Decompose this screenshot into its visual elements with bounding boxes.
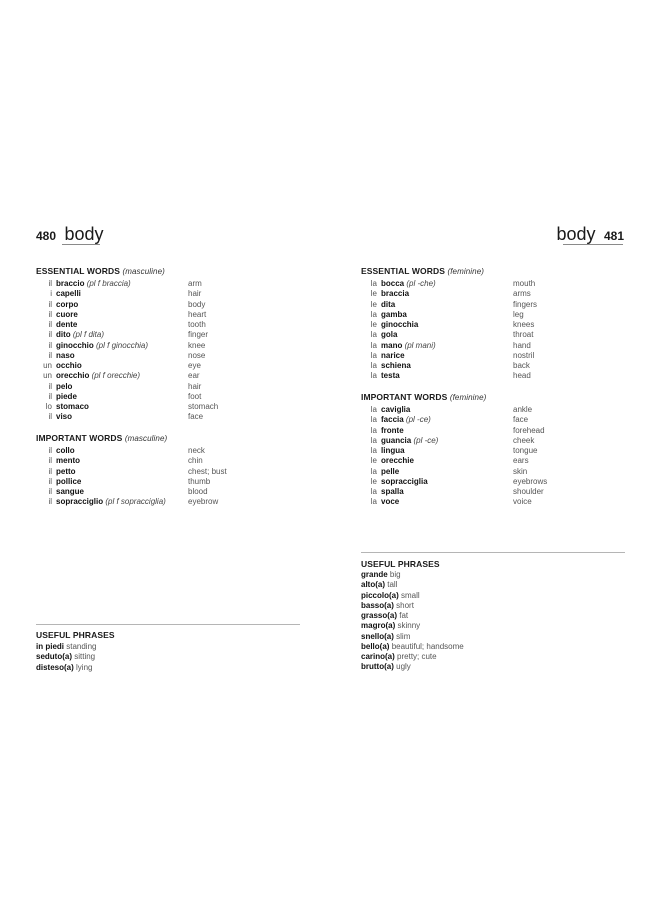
english-translation: fingers [513, 299, 538, 309]
phrase-italian: brutto(a) [361, 662, 394, 672]
italian-word: voce [381, 497, 400, 507]
english-translation: eye [188, 361, 201, 370]
phrase-italian: grande [361, 570, 388, 579]
phrase-english: short [396, 600, 414, 610]
phrase-row [361, 580, 464, 590]
phrase-row [361, 652, 464, 662]
phrase-english: pretty; cute [397, 652, 437, 661]
phrase-italian: grasso(a) [361, 611, 398, 620]
phrase-english: ugly [396, 662, 411, 672]
article: la [370, 350, 377, 360]
plural-note: (pl f orecchie) [89, 371, 141, 381]
page-title: body [64, 224, 104, 244]
plural-note: (pl f dita) [70, 330, 105, 340]
essential-words-heading: ESSENTIAL WORDS (feminine) [361, 266, 485, 276]
article: la [370, 405, 377, 414]
article: le [370, 456, 377, 466]
phrase-english: beautiful; handsome [391, 641, 464, 651]
italian-word: dito (pl f dita) [56, 330, 105, 340]
english-translation: head [513, 371, 531, 381]
english-translation: hair [188, 289, 202, 299]
phrase-english: slim [396, 631, 411, 641]
phrase-row [361, 642, 464, 652]
page-header [36, 224, 104, 245]
italian-word: caviglia [381, 405, 411, 414]
english-translation: throat [513, 330, 534, 340]
italian-word: braccio (pl f braccia) [56, 279, 131, 288]
phrase-italian: seduto(a) [36, 652, 72, 662]
english-translation: skin [513, 466, 528, 476]
italian-word: fronte [381, 425, 404, 435]
useful-phrases-list [36, 642, 96, 673]
italian-word: collo [56, 446, 75, 455]
article: il [48, 340, 52, 350]
phrase-italian: alto(a) [361, 580, 385, 590]
article: la [370, 466, 377, 476]
english-translation: chest; bust [188, 466, 227, 476]
article: il [48, 446, 52, 455]
phrase-italian: disteso(a) [36, 662, 74, 672]
article: la [370, 340, 377, 350]
article: il [48, 487, 52, 496]
english-translation: blood [188, 487, 208, 496]
english-translation: foot [188, 391, 202, 401]
italian-word: corpo [56, 299, 79, 309]
article: un [43, 371, 52, 381]
plural-note: (pl -che) [404, 279, 436, 288]
italian-word: orecchie [381, 456, 414, 466]
article: il [48, 412, 52, 422]
phrase-row [36, 652, 96, 662]
english-translation: ear [188, 371, 200, 381]
article: la [370, 361, 377, 370]
english-translation: heart [188, 309, 207, 319]
phrase-italian: snello(a) [361, 631, 394, 641]
phrase-row [361, 632, 464, 642]
title-underline [62, 244, 100, 245]
phrase-italian: piccolo(a) [361, 590, 399, 600]
italian-word: piede [56, 391, 77, 401]
italian-word: bocca (pl -che) [381, 279, 436, 288]
english-translation: tooth [188, 320, 206, 329]
italian-word: lingua [381, 446, 405, 455]
italian-word: sopracciglio (pl f sopracciglia) [56, 497, 166, 507]
plural-note: (pl -ce) [403, 415, 431, 425]
english-translation: arm [188, 279, 202, 288]
english-translation: arms [513, 289, 531, 299]
english-translation: leg [513, 309, 524, 319]
italian-word: testa [381, 371, 400, 381]
english-translation: hand [513, 340, 531, 350]
phrase-row [361, 601, 464, 611]
phrase-italian: magro(a) [361, 621, 396, 631]
page-header [556, 224, 624, 245]
italian-word: dente [56, 320, 78, 329]
phrase-english: skinny [397, 621, 421, 631]
article: il [48, 466, 52, 476]
article: le [370, 289, 377, 299]
phrase-english: lying [76, 662, 93, 672]
phrase-english: standing [66, 642, 97, 651]
phrase-row [36, 642, 96, 652]
english-translation: stomach [188, 402, 219, 411]
right-page [330, 0, 660, 904]
english-translation: body [188, 299, 206, 309]
article: il [48, 309, 52, 319]
english-translation: ears [513, 456, 529, 466]
italian-word: pelle [381, 466, 400, 476]
useful-phrases-heading: USEFUL PHRASES [36, 630, 115, 640]
article: la [370, 435, 377, 445]
italian-word: faccia (pl -ce) [381, 415, 431, 425]
english-translation: finger [188, 330, 209, 340]
article: il [48, 381, 52, 391]
article: la [370, 330, 377, 340]
english-translation: eyebrow [188, 497, 219, 507]
italian-word: gamba [381, 309, 407, 319]
italian-word: guancia (pl -ce) [381, 435, 439, 445]
article: la [370, 425, 377, 435]
title-underline [563, 244, 623, 245]
phrase-italian: basso(a) [361, 600, 394, 610]
phrase-english: sitting [74, 652, 96, 662]
phrase-row [361, 662, 464, 672]
page-number: 481 [603, 229, 624, 243]
italian-word: mento [56, 456, 80, 466]
english-translation: nose [188, 350, 206, 360]
italian-word: orecchio (pl f orecchie) [56, 371, 141, 381]
article: il [48, 299, 52, 309]
article: le [370, 299, 377, 309]
english-translation: forehead [513, 425, 545, 435]
phrase-row [361, 611, 464, 621]
article: i [50, 289, 52, 299]
article: la [370, 309, 377, 319]
italian-word: mano (pl mani) [381, 340, 436, 350]
english-translation: mouth [513, 279, 536, 288]
section-divider [361, 552, 625, 553]
plural-note: (pl mani) [402, 340, 436, 350]
italian-word: pollice [56, 476, 82, 486]
article: lo [45, 402, 52, 411]
useful-phrases-heading: USEFUL PHRASES [361, 559, 440, 569]
article: la [370, 446, 377, 455]
article: le [370, 320, 377, 329]
article: il [48, 497, 52, 507]
article: la [370, 487, 377, 496]
phrase-italian: in piedi [36, 642, 64, 651]
italian-word: naso [56, 350, 75, 360]
english-translation: shoulder [513, 487, 544, 496]
phrase-italian: carino(a) [361, 652, 395, 661]
english-translation: cheek [513, 435, 535, 445]
english-translation: voice [513, 497, 532, 507]
english-translation: back [513, 361, 530, 370]
italian-word: braccia [381, 289, 410, 299]
italian-word: cuore [56, 309, 78, 319]
article: il [48, 476, 52, 486]
english-translation: knees [513, 320, 535, 329]
plural-note: (pl f ginocchia) [93, 340, 149, 350]
phrase-row [361, 621, 464, 631]
italian-word: stomaco [56, 402, 89, 411]
italian-word: ginocchia [381, 320, 419, 329]
italian-word: gola [381, 330, 398, 340]
english-translation: hair [188, 381, 202, 391]
section-divider [36, 624, 300, 625]
article: il [48, 456, 52, 466]
english-translation: ankle [513, 405, 533, 414]
useful-phrases-list [361, 570, 464, 673]
article: le [370, 476, 377, 486]
phrase-english: big [389, 570, 401, 579]
phrase-english: small [401, 590, 420, 600]
plural-note: (pl -ce) [411, 435, 439, 445]
italian-word: dita [381, 299, 396, 309]
phrase-italian: bello(a) [361, 641, 390, 651]
english-translation: eyebrows [513, 476, 548, 486]
article: il [48, 391, 52, 401]
english-translation: tongue [513, 446, 538, 455]
english-translation: neck [188, 446, 205, 455]
italian-word: capelli [56, 289, 81, 299]
plural-note: (pl f braccia) [84, 279, 131, 288]
important-words-heading: IMPORTANT WORDS (masculine) [36, 433, 168, 443]
article: la [370, 279, 377, 288]
italian-word: pelo [56, 381, 73, 391]
important-words-heading: IMPORTANT WORDS (feminine) [361, 392, 487, 402]
english-translation: face [188, 412, 204, 422]
english-translation: chin [188, 456, 203, 466]
italian-word: narice [381, 350, 405, 360]
italian-word: occhio [56, 361, 82, 370]
plural-note: (pl f sopracciglia) [103, 497, 166, 507]
article: il [48, 279, 52, 288]
article: la [370, 371, 377, 381]
article: la [370, 497, 377, 507]
article: un [43, 361, 52, 370]
english-translation: face [513, 415, 529, 425]
italian-word: sangue [56, 487, 85, 496]
italian-word: petto [56, 466, 76, 476]
phrase-row [36, 663, 96, 673]
italian-word: viso [56, 412, 73, 422]
italian-word: schiena [381, 361, 411, 370]
phrase-row [361, 591, 464, 601]
italian-word: ginocchio (pl f ginocchia) [56, 340, 149, 350]
page-title: body [556, 224, 596, 244]
essential-words-heading: ESSENTIAL WORDS (masculine) [36, 266, 165, 276]
phrase-english: tall [387, 580, 398, 590]
english-translation: nostril [513, 350, 535, 360]
english-translation: knee [188, 340, 206, 350]
article: il [48, 320, 52, 329]
italian-word: sopracciglia [381, 476, 428, 486]
english-translation: thumb [188, 476, 211, 486]
article: il [48, 330, 52, 340]
phrase-row [361, 570, 464, 580]
article: la [370, 415, 377, 425]
page-number: 480 [36, 229, 57, 243]
phrase-english: fat [399, 611, 409, 620]
article: il [48, 350, 52, 360]
italian-word: spalla [381, 487, 404, 496]
